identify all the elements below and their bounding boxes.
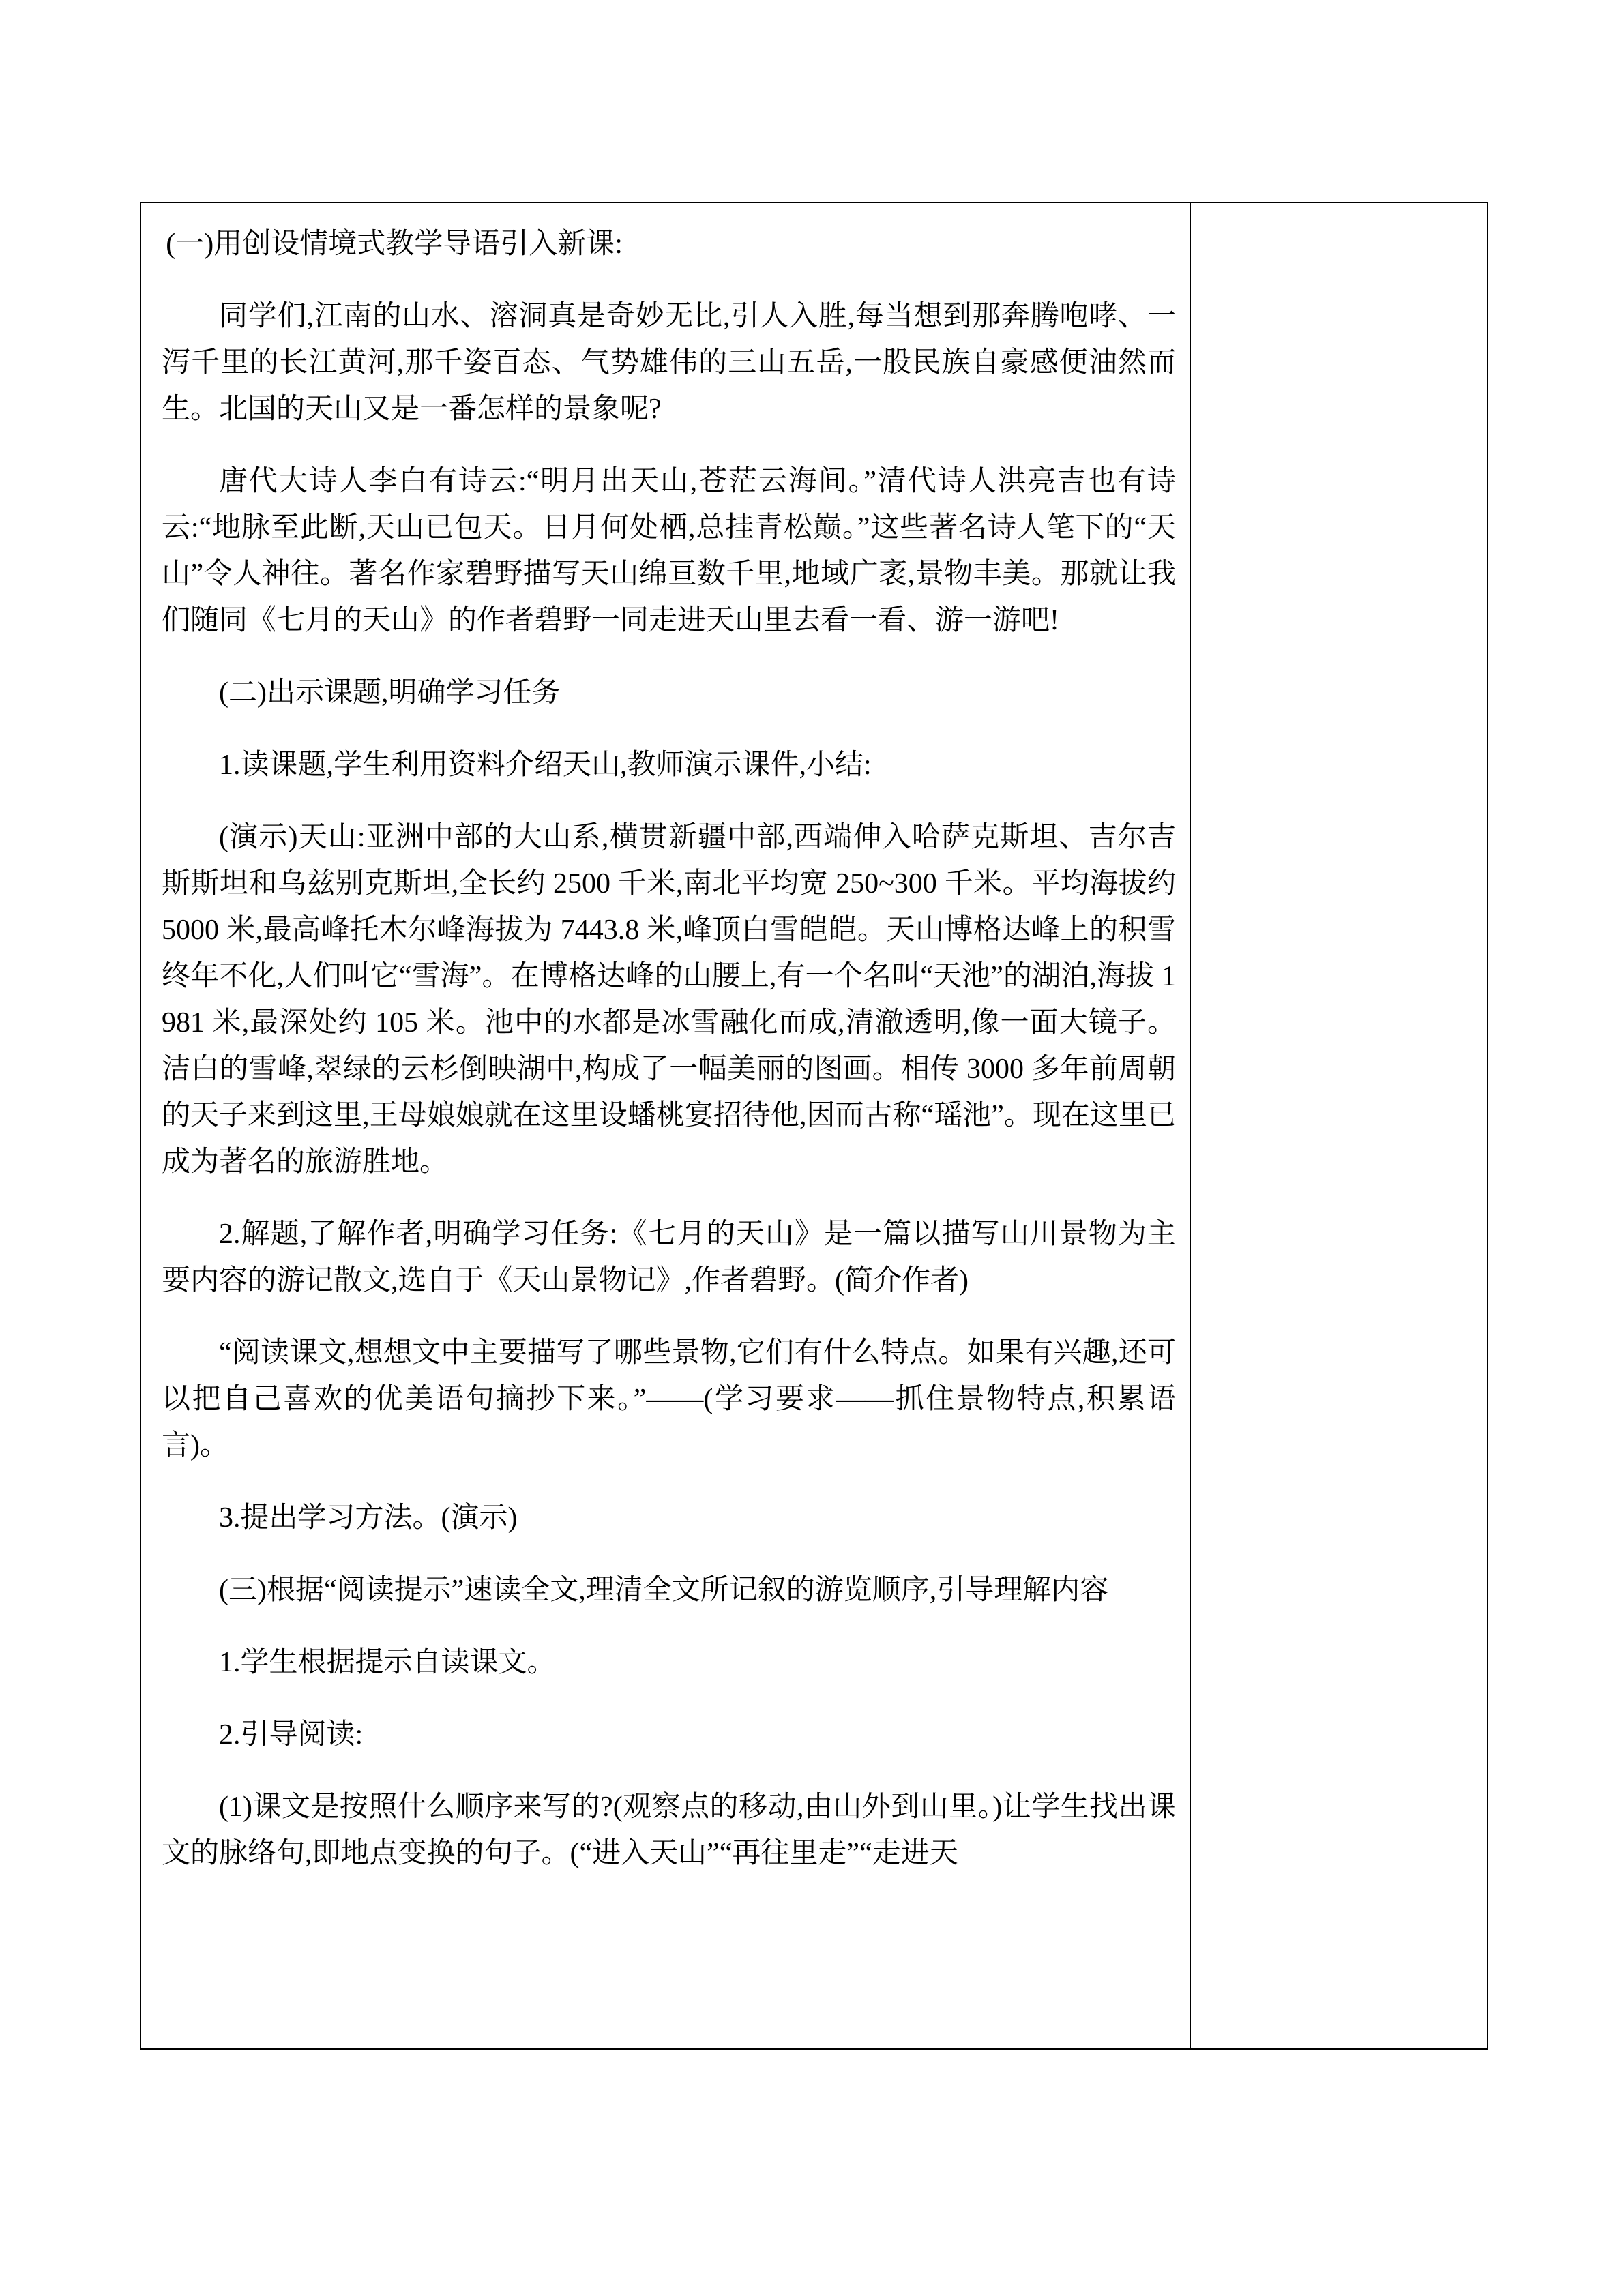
content-cell [141,203,1190,2049]
paragraph: 1.读课题,学生利用资料介绍天山,教师演示课件,小结: [219,749,872,781]
table-row [141,203,1488,2049]
paragraph-container [162,221,1176,1877]
paragraph: 3.提出学习方法。(演示) [219,1502,518,1534]
paragraph: 2.引导阅读: [219,1719,364,1750]
paragraph: “阅读课文,想想文中主要描写了哪些景物,它们有什么特点。如果有兴趣,还可以把自己喜欢的优美语句摘抄下来。”——(学习要求——抓住景物特点,积累语言)。 [162,1337,1176,1461]
notes-cell [1190,203,1488,2049]
paragraph: 2.解题,了解作者,明确学习任务:《七月的天山》是一篇以描写山川景物为主要内容的游记散文,选自于《天山景物记》,作者碧野。(简介作者) [162,1219,1176,1296]
paragraph: 同学们,江南的山水、溶洞真是奇妙无比,引人入胜,每当想到那奔腾咆哮、一泻千里的长江黄河,那千姿百态、气势雄伟的三山五岳,一股民族自豪感便油然而生。北国的天山又是一番怎样的景象呢? [162,301,1176,425]
paragraph: (演示)天山:亚洲中部的大山系,横贯新疆中部,西端伸入哈萨克斯坦、吉尔吉斯斯坦和乌兹别克斯坦,全长约 2500 千米,南北平均宽 250~300 千米。平均海拔约 5000 米,最高峰托木尔峰海拔为 7443.8 米,峰顶白雪皑皑。天山博格达峰上的积雪终年不化,人们叫它“雪海”。在博格达峰的山腰上,有一个名叫“天池”的湖泊,海拔 1981 米,最深处约 105 米。池中的水都是冰雪融化而成,清澈透明,像一面大镜子。洁白的雪峰,翠绿的云杉倒映湖中,构成了一幅美丽的图画。相传 3000 多年前周朝的天子来到这里,王母娘娘就在这里设蟠桃宴招待他,因而古称“瑶池”。现在这里已成为著名的旅游胜地。 [162,822,1176,1178]
paragraph: (二)出示课题,明确学习任务 [219,677,561,709]
paragraph: 唐代大诗人李白有诗云:“明月出天山,苍茫云海间。”清代诗人洪亮吉也有诗云:“地脉至此断,天山已包天。日月何处栖,总挂青松巅。”这些著名诗人笔下的“天山”令人神往。著名作家碧野描写天山绵亘数千里,地域广袤,景物丰美。那就让我们随同《七月的天山》的作者碧野一同走进天山里去看一看、游一游吧! [162,466,1176,636]
lesson-plan-table [140,202,1488,2050]
paragraph: (1)课文是按照什么顺序来写的?(观察点的移动,由山外到山里。)让学生找出课文的脉络句,即地点变换的句子。(“进入天山”“再往里走”“走进天 [162,1791,1176,1869]
paragraph: (三)根据“阅读提示”速读全文,理清全文所记叙的游览顺序,引导理解内容 [219,1575,1109,1606]
paragraph: 1.学生根据提示自读课文。 [219,1647,556,1678]
paragraph: (一)用创设情境式教学导语引入新课: [166,228,623,260]
